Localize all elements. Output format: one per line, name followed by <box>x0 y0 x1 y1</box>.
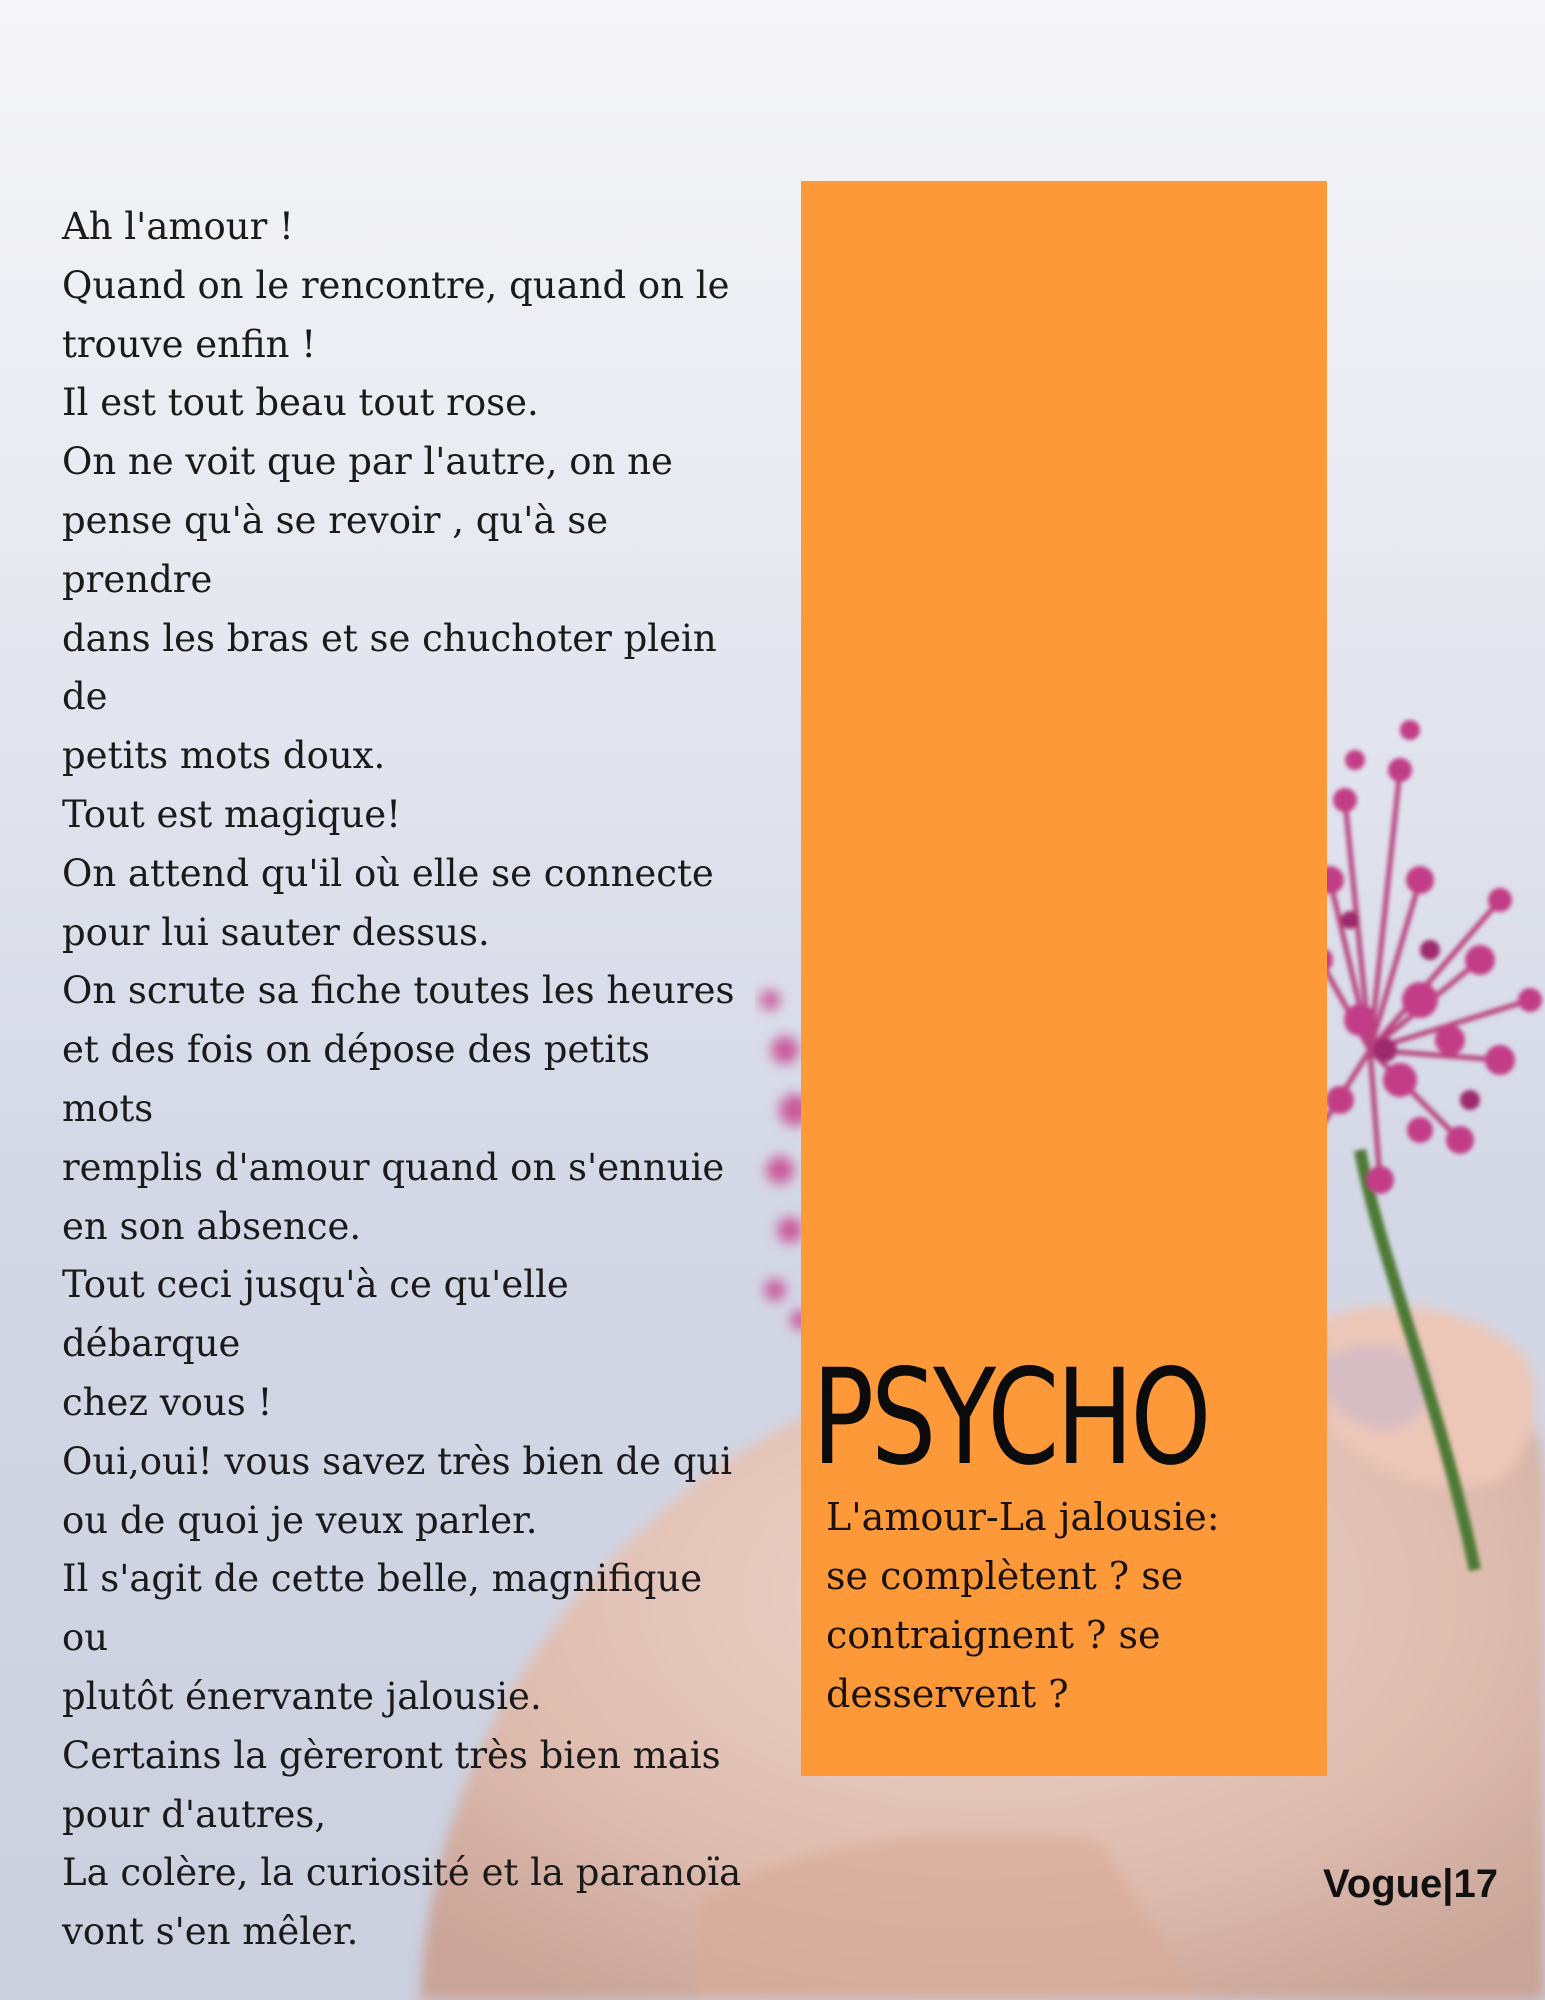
article-line: La colère, la curiosité et la paranoïa <box>62 1851 742 1895</box>
subtitle-line: desservent ? <box>826 1672 1069 1716</box>
article-line: On attend qu'il où elle se connecte <box>62 851 714 895</box>
article-line: pour d'autres, <box>62 1792 327 1836</box>
article-line: remplis d'amour quand on s'ennuie <box>62 1145 725 1189</box>
article-line: Il est tout beau tout rose. <box>62 381 539 425</box>
article-line: Tout ceci jusqu'à ce qu'elle débarque <box>62 1263 569 1366</box>
section-subtitle <box>826 1488 1296 1724</box>
article-line: ou de quoi je veux parler. <box>62 1498 538 1542</box>
article-line: trouve enfin ! <box>62 322 317 366</box>
article-line: Tout est magique! <box>62 792 401 836</box>
article-line: Certains la gèreront très bien mais <box>62 1733 721 1777</box>
page-folio: Vogue|17 <box>1323 1862 1498 1906</box>
section-title: PSYCHO <box>812 1341 1209 1495</box>
article-line: chez vous ! <box>62 1380 273 1424</box>
article-line: Ah l'amour ! <box>62 205 294 248</box>
subtitle-line: se complètent ? se <box>826 1554 1184 1598</box>
article-line: Oui,oui! vous savez très bien de qui <box>62 1439 733 1483</box>
article-line: vont s'en mêler. <box>62 1910 359 1954</box>
article-line: pense qu'à se revoir , qu'à se prendre <box>62 498 609 601</box>
subtitle-line: L'amour-La jalousie: <box>826 1495 1220 1539</box>
article-line: pour lui sauter dessus. <box>62 910 490 954</box>
article-line: Il s'agit de cette belle, magnifique ou <box>62 1557 703 1660</box>
article-body <box>62 198 742 1962</box>
article-line: dans les bras et se chuchoter plein de <box>62 616 717 719</box>
subtitle-line: contraignent ? se <box>826 1613 1161 1657</box>
article-line: petits mots doux. <box>62 734 386 778</box>
article-line: plutôt énervante jalousie. <box>62 1674 542 1718</box>
article-line: et des fois on dépose des petits mots <box>62 1028 650 1130</box>
article-line: On ne voit que par l'autre, on ne <box>62 440 673 484</box>
article-line: On scrute sa fiche toutes les heures <box>62 969 735 1013</box>
article-line: en son absence. <box>62 1204 362 1248</box>
article-line: Quand on le rencontre, quand on le <box>62 263 730 307</box>
